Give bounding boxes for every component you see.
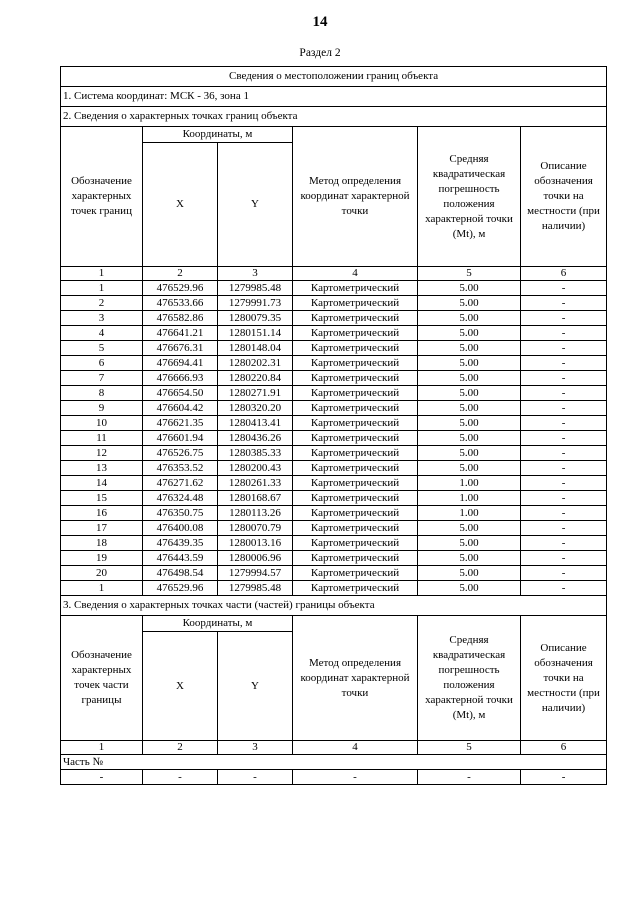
point-description: - xyxy=(521,341,607,356)
point-y: 1280070.79 xyxy=(218,521,293,536)
column-number: 6 xyxy=(521,741,607,755)
section2-title: 2. Сведения о характерных точках границ объекта xyxy=(61,107,607,127)
point-number: 6 xyxy=(61,356,143,371)
point-number: 5 xyxy=(61,341,143,356)
table-row xyxy=(61,491,607,506)
point-description: - xyxy=(521,521,607,536)
point-x: 476529.96 xyxy=(143,281,218,296)
point-method: Картометрический xyxy=(293,506,418,521)
point-accuracy: 5.00 xyxy=(418,521,521,536)
table-row xyxy=(61,311,607,326)
point-y: 1280261.33 xyxy=(218,476,293,491)
point-x: 476400.08 xyxy=(143,521,218,536)
point-method: Картометрический xyxy=(293,296,418,311)
point-method: Картометрический xyxy=(293,326,418,341)
section-label: Раздел 2 xyxy=(299,47,341,59)
point-number: 7 xyxy=(61,371,143,386)
point-method: Картометрический xyxy=(293,581,418,596)
point-method: Картометрический xyxy=(293,431,418,446)
point-method: Картометрический xyxy=(293,341,418,356)
table-row xyxy=(61,296,607,311)
point-y: 1279985.48 xyxy=(218,281,293,296)
point-number: 2 xyxy=(61,296,143,311)
point-method: Картометрический xyxy=(293,416,418,431)
column-number: 5 xyxy=(418,741,521,755)
point-description: - xyxy=(521,506,607,521)
point-y: 1280148.04 xyxy=(218,341,293,356)
point-accuracy: 1.00 xyxy=(418,491,521,506)
point-number: 1 xyxy=(61,281,143,296)
point-x: 476353.52 xyxy=(143,461,218,476)
point-description: - xyxy=(521,431,607,446)
point-accuracy: 1.00 xyxy=(418,476,521,491)
column-number: 1 xyxy=(61,267,143,281)
point-method: Картометрический xyxy=(293,356,418,371)
point-number: 20 xyxy=(61,566,143,581)
point-accuracy: 1.00 xyxy=(418,506,521,521)
header-description: Описание обозначения точки на местности (при наличии) xyxy=(521,616,607,741)
point-number: 11 xyxy=(61,431,143,446)
point-description: - xyxy=(521,461,607,476)
point-x: 476694.41 xyxy=(143,356,218,371)
column-number: 2 xyxy=(143,267,218,281)
column-number: 2 xyxy=(143,741,218,755)
column-number: 5 xyxy=(418,267,521,281)
header-y: Y xyxy=(218,632,293,741)
point-accuracy: 5.00 xyxy=(418,386,521,401)
point-x: 476529.96 xyxy=(143,581,218,596)
point-accuracy: 5.00 xyxy=(418,311,521,326)
point-x: 476654.50 xyxy=(143,386,218,401)
point-description: - xyxy=(521,326,607,341)
point-method: Картометрический xyxy=(293,371,418,386)
point-y: 1279994.57 xyxy=(218,566,293,581)
point-number: 13 xyxy=(61,461,143,476)
column-number: 4 xyxy=(293,741,418,755)
point-description: - xyxy=(521,446,607,461)
table-row xyxy=(61,476,607,491)
point-description: - xyxy=(521,416,607,431)
point-x: 476443.59 xyxy=(143,551,218,566)
part-row xyxy=(61,770,607,785)
point-description: - xyxy=(521,581,607,596)
header-description: Описание обозначения точки на местности (при наличии) xyxy=(521,127,607,267)
table-row xyxy=(61,566,607,581)
header-y: Y xyxy=(218,143,293,267)
point-method: Картометрический xyxy=(293,551,418,566)
point-number: 12 xyxy=(61,446,143,461)
point-description: - xyxy=(521,536,607,551)
point-method: Картометрический xyxy=(293,536,418,551)
table-row xyxy=(61,461,607,476)
point-accuracy: 5.00 xyxy=(418,551,521,566)
table-row xyxy=(61,431,607,446)
point-description: - xyxy=(521,281,607,296)
coord-system: 1. Система координат: МСК - 36, зона 1 xyxy=(61,87,607,107)
point-description: - xyxy=(521,476,607,491)
column-number: 3 xyxy=(218,267,293,281)
point-number: 3 xyxy=(61,311,143,326)
point-x: 476601.94 xyxy=(143,431,218,446)
point-y: 1280320.20 xyxy=(218,401,293,416)
point-number: 15 xyxy=(61,491,143,506)
part-cell: - xyxy=(418,770,521,785)
point-y: 1280271.91 xyxy=(218,386,293,401)
point-x: 476641.21 xyxy=(143,326,218,341)
header-x: X xyxy=(143,632,218,741)
point-description: - xyxy=(521,401,607,416)
point-accuracy: 5.00 xyxy=(418,281,521,296)
part-label: Часть № xyxy=(61,755,607,770)
header-x: X xyxy=(143,143,218,267)
point-y: 1280006.96 xyxy=(218,551,293,566)
point-accuracy: 5.00 xyxy=(418,431,521,446)
table-row xyxy=(61,356,607,371)
point-y: 1280200.43 xyxy=(218,461,293,476)
point-description: - xyxy=(521,386,607,401)
table-row xyxy=(61,536,607,551)
point-accuracy: 5.00 xyxy=(418,371,521,386)
point-x: 476498.54 xyxy=(143,566,218,581)
point-accuracy: 5.00 xyxy=(418,401,521,416)
point-description: - xyxy=(521,311,607,326)
point-number: 19 xyxy=(61,551,143,566)
point-y: 1280168.67 xyxy=(218,491,293,506)
header-accuracy: Средняя квадратическая погрешность положения характерной точки (Mt), м xyxy=(418,127,521,267)
point-y: 1280151.14 xyxy=(218,326,293,341)
point-x: 476676.31 xyxy=(143,341,218,356)
point-method: Картометрический xyxy=(293,461,418,476)
point-number: 8 xyxy=(61,386,143,401)
column-numbers-row xyxy=(61,741,607,755)
header-coords: Координаты, м xyxy=(143,127,293,143)
point-number: 4 xyxy=(61,326,143,341)
point-y: 1280113.26 xyxy=(218,506,293,521)
point-method: Картометрический xyxy=(293,521,418,536)
column-number: 3 xyxy=(218,741,293,755)
point-x: 476621.35 xyxy=(143,416,218,431)
point-y: 1280079.35 xyxy=(218,311,293,326)
table-row xyxy=(61,341,607,356)
point-x: 476533.66 xyxy=(143,296,218,311)
point-accuracy: 5.00 xyxy=(418,536,521,551)
point-number: 9 xyxy=(61,401,143,416)
point-number: 18 xyxy=(61,536,143,551)
point-accuracy: 5.00 xyxy=(418,566,521,581)
point-number: 10 xyxy=(61,416,143,431)
column-number: 1 xyxy=(61,741,143,755)
point-method: Картометрический xyxy=(293,566,418,581)
header-point-name-part: Обозначение характерных точек части границы xyxy=(61,616,143,741)
table-title: Сведения о местоположении границ объекта xyxy=(61,67,607,87)
part-cell: - xyxy=(293,770,418,785)
point-x: 476666.93 xyxy=(143,371,218,386)
point-accuracy: 5.00 xyxy=(418,341,521,356)
table-row xyxy=(61,401,607,416)
point-x: 476439.35 xyxy=(143,536,218,551)
table-row xyxy=(61,506,607,521)
part-cell: - xyxy=(143,770,218,785)
point-description: - xyxy=(521,491,607,506)
table-row xyxy=(61,371,607,386)
part-cell: - xyxy=(521,770,607,785)
header-point-name: Обозначение характерных точек границ xyxy=(61,127,143,267)
point-accuracy: 5.00 xyxy=(418,416,521,431)
page-number: 14 xyxy=(312,14,328,30)
point-accuracy: 5.00 xyxy=(418,326,521,341)
part-cell: - xyxy=(218,770,293,785)
point-y: 1280220.84 xyxy=(218,371,293,386)
part-cell: - xyxy=(61,770,143,785)
section3-title: 3. Сведения о характерных точках части (частей) границы объекта xyxy=(61,596,607,616)
point-y: 1280436.26 xyxy=(218,431,293,446)
point-description: - xyxy=(521,566,607,581)
point-x: 476271.62 xyxy=(143,476,218,491)
point-x: 476324.48 xyxy=(143,491,218,506)
point-number: 14 xyxy=(61,476,143,491)
point-method: Картометрический xyxy=(293,311,418,326)
point-y: 1280202.31 xyxy=(218,356,293,371)
point-description: - xyxy=(521,296,607,311)
table-row xyxy=(61,326,607,341)
column-numbers-row xyxy=(61,267,607,281)
point-number: 16 xyxy=(61,506,143,521)
header-coords: Координаты, м xyxy=(143,616,293,632)
point-accuracy: 5.00 xyxy=(418,296,521,311)
point-method: Картометрический xyxy=(293,386,418,401)
point-description: - xyxy=(521,551,607,566)
point-number: 17 xyxy=(61,521,143,536)
point-accuracy: 5.00 xyxy=(418,356,521,371)
point-x: 476526.75 xyxy=(143,446,218,461)
point-method: Картометрический xyxy=(293,401,418,416)
table-row xyxy=(61,551,607,566)
point-method: Картометрический xyxy=(293,281,418,296)
point-y: 1280385.33 xyxy=(218,446,293,461)
point-method: Картометрический xyxy=(293,476,418,491)
header-method: Метод определения координат характерной точки xyxy=(293,616,418,741)
point-x: 476350.75 xyxy=(143,506,218,521)
table-row xyxy=(61,521,607,536)
point-y: 1280013.16 xyxy=(218,536,293,551)
point-description: - xyxy=(521,356,607,371)
point-description: - xyxy=(521,371,607,386)
point-accuracy: 5.00 xyxy=(418,581,521,596)
table-row xyxy=(61,386,607,401)
point-method: Картометрический xyxy=(293,491,418,506)
column-number: 4 xyxy=(293,267,418,281)
header-accuracy: Средняя квадратическая погрешность положения характерной точки (Mt), м xyxy=(418,616,521,741)
point-number: 1 xyxy=(61,581,143,596)
point-accuracy: 5.00 xyxy=(418,461,521,476)
point-accuracy: 5.00 xyxy=(418,446,521,461)
table-row xyxy=(61,446,607,461)
table-row xyxy=(61,581,607,596)
table-row xyxy=(61,416,607,431)
point-method: Картометрический xyxy=(293,446,418,461)
point-y: 1280413.41 xyxy=(218,416,293,431)
column-number: 6 xyxy=(521,267,607,281)
header-method: Метод определения координат характерной точки xyxy=(293,127,418,267)
point-x: 476604.42 xyxy=(143,401,218,416)
point-y: 1279991.73 xyxy=(218,296,293,311)
point-y: 1279985.48 xyxy=(218,581,293,596)
point-x: 476582.86 xyxy=(143,311,218,326)
boundary-table xyxy=(60,66,607,785)
table-row xyxy=(61,281,607,296)
